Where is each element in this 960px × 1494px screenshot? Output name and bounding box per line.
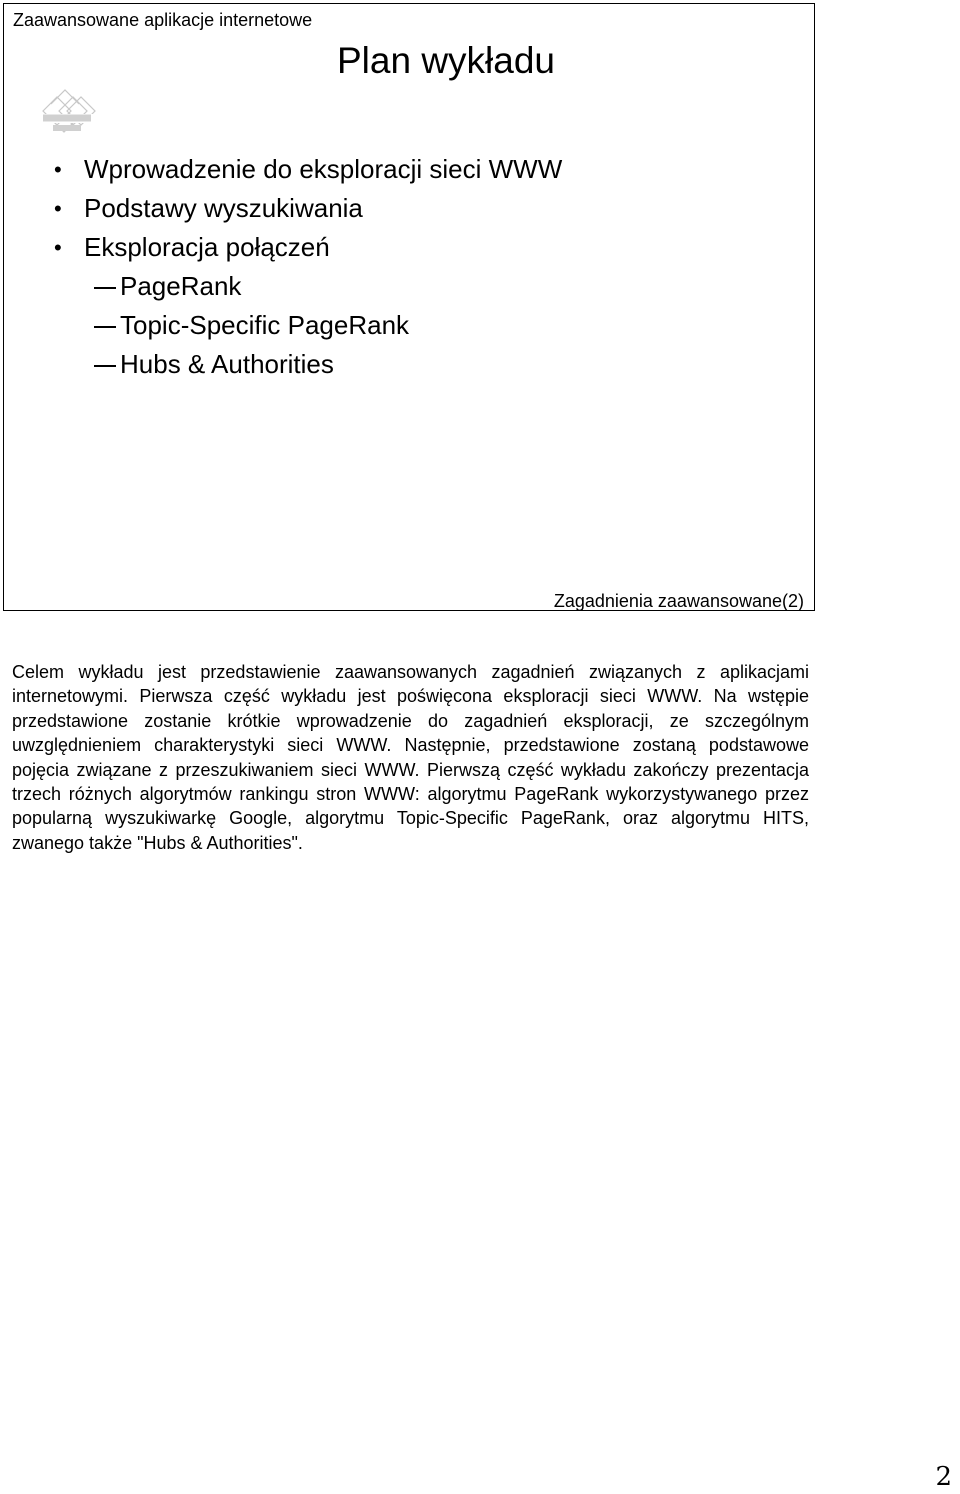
outline-subitem [54,267,562,306]
bullet-icon: • [54,235,62,260]
outline-subitem [54,345,562,384]
outline-subitem [54,306,562,345]
bullet-icon: • [54,196,62,221]
outline-item [54,189,562,228]
outline-item [54,228,562,267]
outline-list [54,150,562,384]
outline-item [54,150,562,189]
dash-icon [94,326,116,328]
dash-icon [94,365,116,367]
uczelnia-online-logo [37,89,97,137]
outline-subitem-text: Hubs & Authorities [120,349,334,379]
page-number: 2 [935,1462,952,1492]
outline-subitem-text: Topic-Specific PageRank [120,310,410,340]
dash-icon [94,287,116,289]
slide [3,3,815,611]
slide-title: Plan wykładu [337,40,556,81]
outline-subitem-text: PageRank [120,271,242,301]
outline-item-text: Wprowadzenie do eksploracji sieci WWW [84,154,563,184]
outline-item-text: Eksploracja połączeń [84,232,330,262]
course-title: Zaawansowane aplikacje internetowe [13,10,313,30]
outline-item-text: Podstawy wyszukiwania [84,193,363,223]
bullet-icon: • [54,157,62,182]
slide-footer: Zagadnienia zaawansowane(2) [553,591,804,611]
lecture-notes: Celem wykładu jest przedstawienie zaawansowanych zagadnień związanych z aplikacjami internetowymi. Pierwsza część wykładu jest poświęcona eksploracji sieci WWW. Na wstępie przedstawione zostanie krótkie wprowadzenie do zagadnień eksploracji, ze szczególnym uwzględnieniem charakterystyki sieci WWW. Następnie, przedstawione zostaną podstawowe pojęcia związane z przeszukiwaniem sieci WWW. Pierwszą część wykładu zakończy prezentacja trzech różnych algorytmów rankingu stron WWW: algorytmu PageRank wykorzystywanego przez popularną wyszukiwarkę Google, algorytmu Topic-Specific PageRank, oraz algorytmu HITS, zwanego także "Hubs & Authorities". [12,662,809,853]
